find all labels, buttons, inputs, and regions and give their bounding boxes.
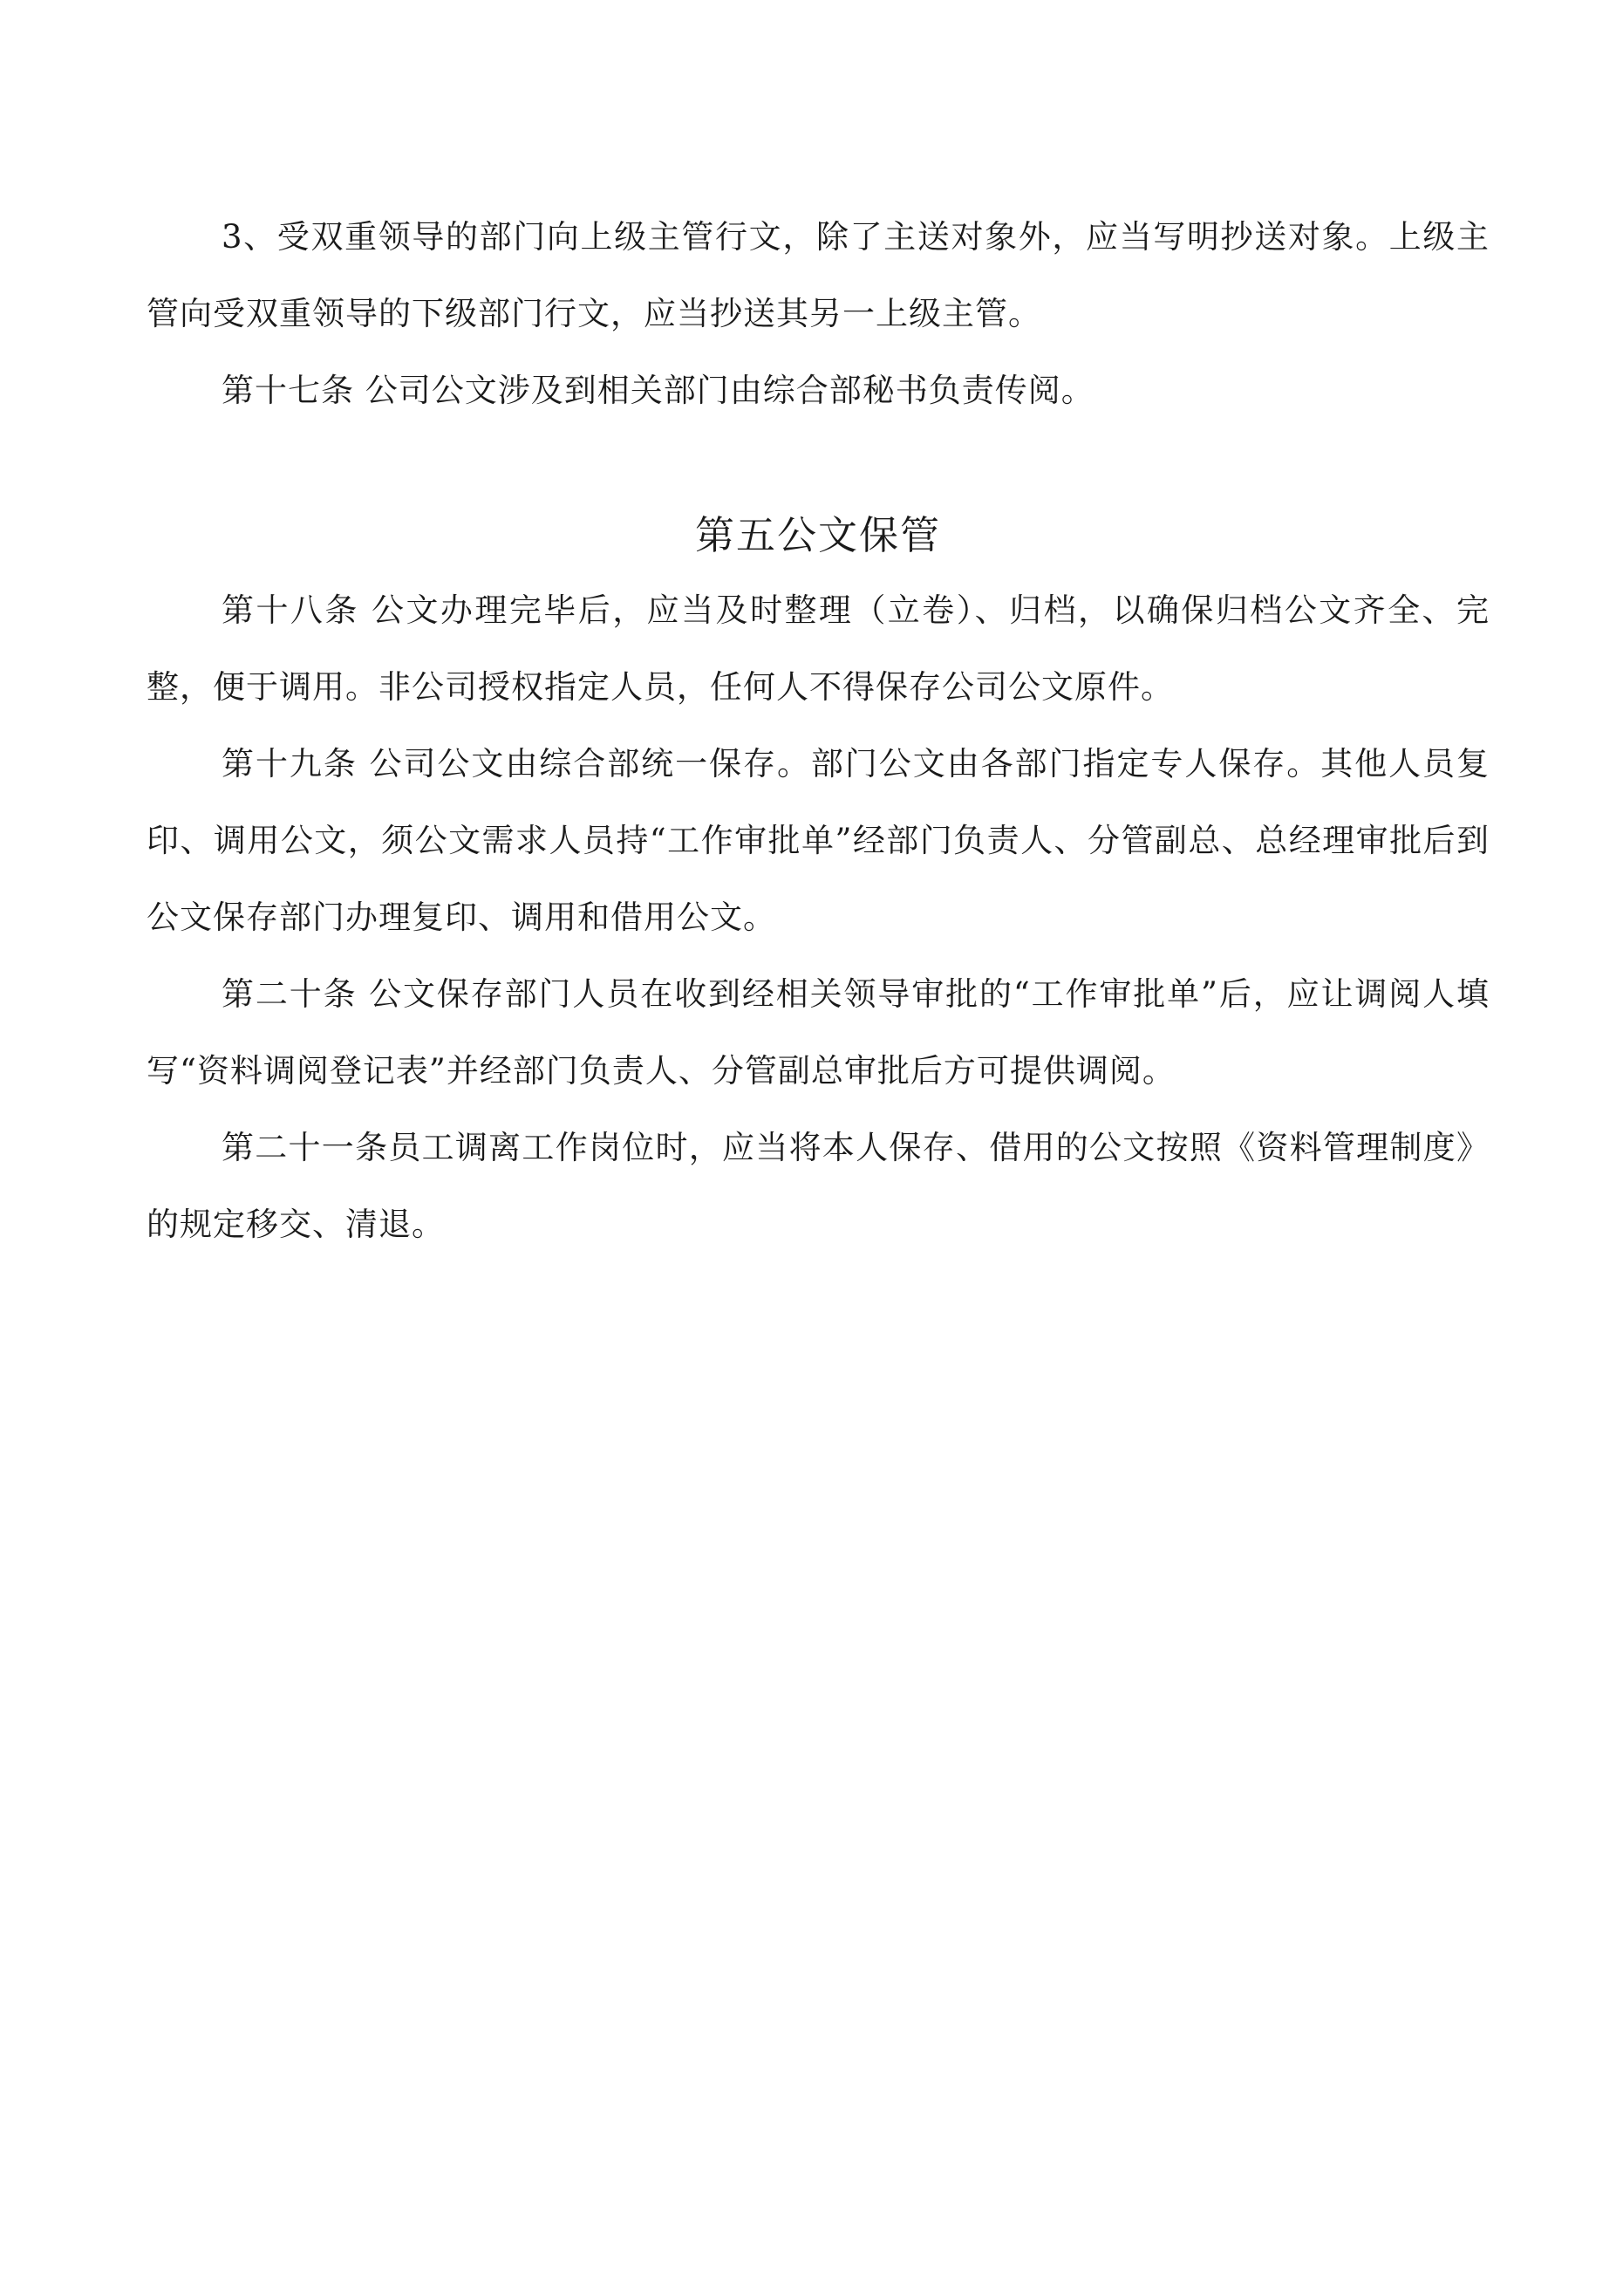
section-title: 第五公文保管 <box>694 512 941 558</box>
document-body <box>147 199 1490 1263</box>
paragraph-article-17: 第十七条 公司公文涉及到相关部门由综合部秘书负责传阅。 <box>222 372 1095 409</box>
paragraph-article-18: 第十八条 公文办理完毕后，应当及时整理（立卷）、归档，以确保归档公文齐全、完整，便于调用。非公司授权指定人员，任何人不得保存公司公文原件。 <box>147 591 1490 706</box>
paragraph-article-20: 第二十条 公文保存部门人员在收到经相关领导审批的“工作审批单”后，应让调阅人填写“资料调阅登记表”并经部门负责人、分管副总审批后方可提供调阅。 <box>147 975 1490 1090</box>
paragraph-item-3-dual-leadership: 3、受双重领导的部门向上级主管行文，除了主送对象外，应当写明抄送对象。上级主管向受双重领导的下级部门行文，应当抄送其另一上级主管。 <box>147 218 1490 332</box>
paragraph-article-21: 第二十一条员工调离工作岗位时，应当将本人保存、借用的公文按照《资料管理制度》的规定移交、清退。 <box>147 1129 1490 1243</box>
paragraph-article-19: 第十九条 公司公文由综合部统一保存。部门公文由各部门指定专人保存。其他人员复印、调用公文，须公文需求人员持“工作审批单”经部门负责人、分管副总、总经理审批后到公文保存部门办理复印、调用和借用公文。 <box>147 745 1490 936</box>
